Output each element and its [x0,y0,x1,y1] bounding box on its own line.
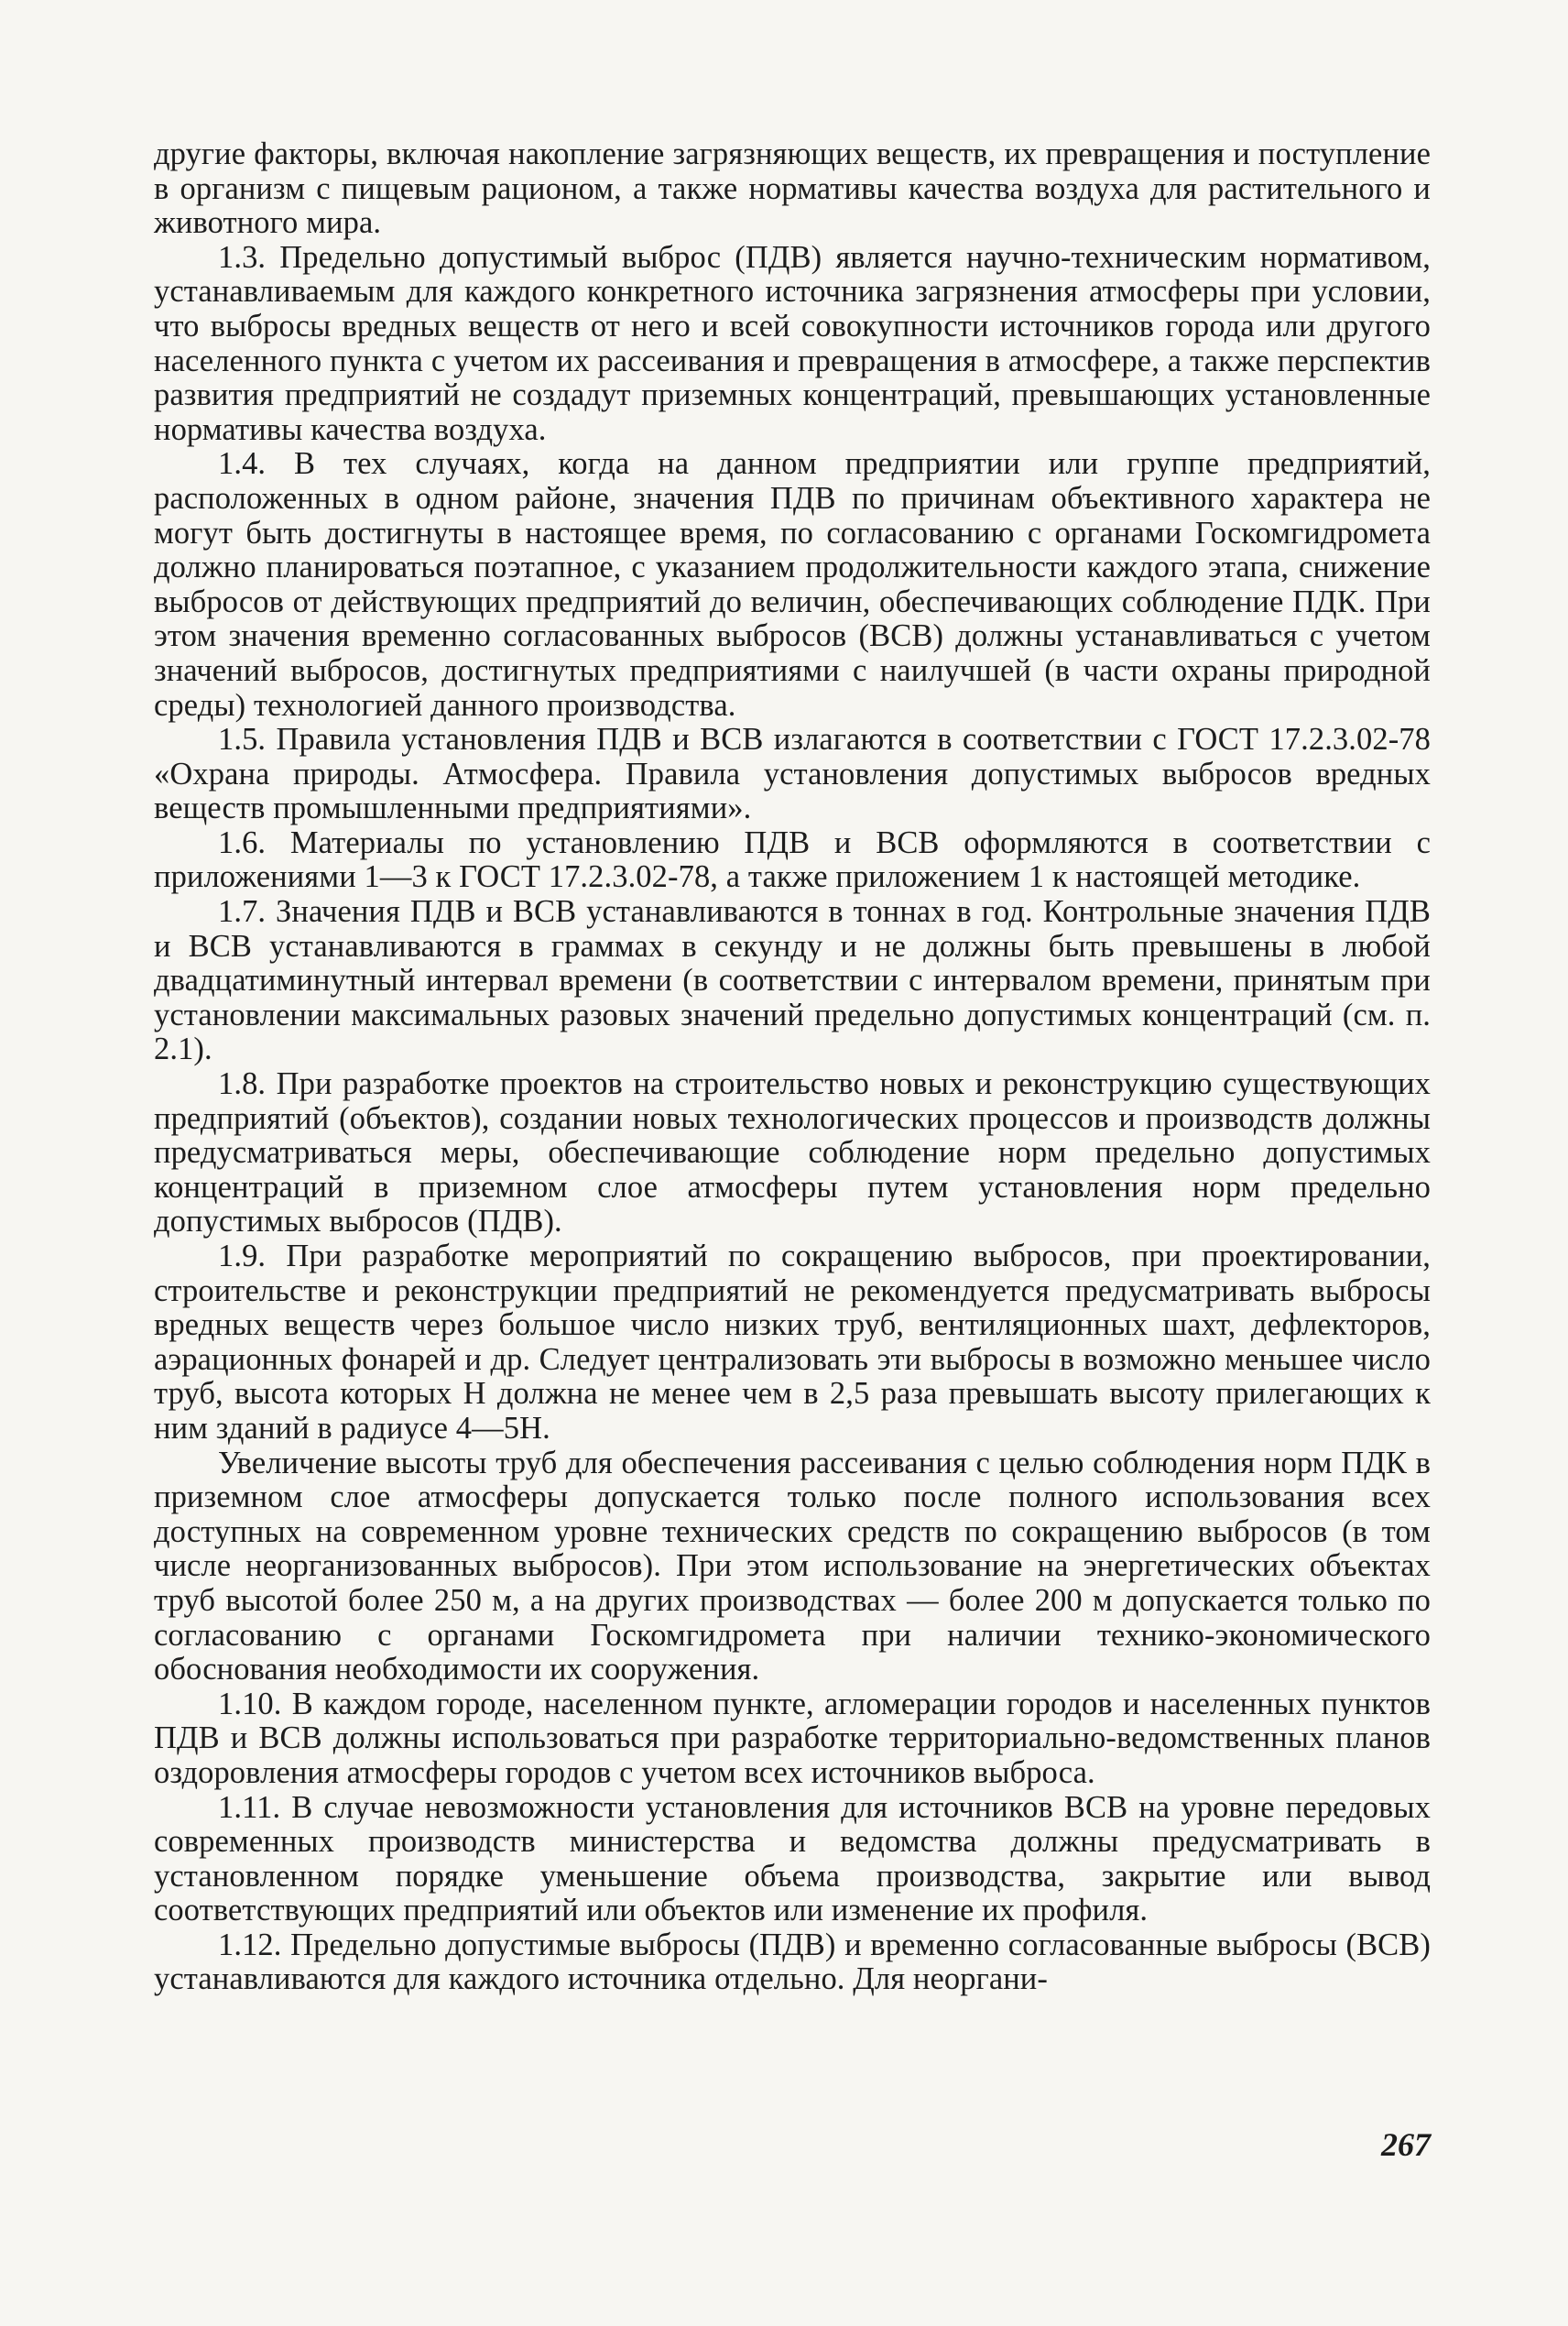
paragraph-1-3: 1.3. Предельно допустимый выброс (ПДВ) является научно-техническим нормативом, устанавливаемым для каждого конкретного источника загрязнения атмосферы при условии, что выбросы вредных веществ от него и всей совокупности источников города или другого населенного пункта с учетом их рассеивания и превращения в атмосфере, а также перспектив развития предприятий не создадут приземных концентраций, превышающих установленные нормативы качества воздуха. [154,239,1431,447]
paragraph-1-9: 1.9. При разработке мероприятий по сокращению выбросов, при проектировании, строительстве и реконструкции предприятий не рекомендуется предусматривать выбросы вредных веществ через большое число низких труб, вентиляционных шахт, дефлекторов, аэрационных фонарей и др. Следует централизовать эти выбросы в возможно меньшее число труб, высота которых Н должна не менее чем в 2,5 раза превышать высоту прилегающих к ним зданий в радиусе 4—5Н. [154,1239,1431,1446]
paragraph-1-4: 1.4. В тех случаях, когда на данном предприятии или группе предприятий, расположенных в одном районе, значения ПДВ по причинам объективного характера не могут быть достигнуты в настоящее время, по согласованию с органами Госкомгидромета должно планироваться поэтапное, с указанием продолжительности каждого этапа, снижение выбросов от действующих предприятий до величин, обеспечивающих соблюдение ПДК. При этом значения временно согласованных выбросов (ВСВ) должны устанавливаться с учетом значений выбросов, достигнутых предприятиями с наилучшей (в части охраны природной среды) технологией данного производства. [154,446,1431,723]
paragraph-1-5: 1.5. Правила установления ПДВ и ВСВ излагаются в соответствии с ГОСТ 17.2.3.02-78 «Охрана природы. Атмосфера. Правила установления допустимых выбросов вредных веществ промышленными предприятиями». [154,722,1431,826]
paragraph-1-10: 1.10. В каждом городе, населенном пункте, агломерации городов и населенных пунктов ПДВ и ВСВ должны использоваться при разработке территориально-ведомственных планов оздоровления атмосферы городов с учетом всех источников выброса. [154,1686,1431,1790]
paragraph-1-12: 1.12. Предельно допустимые выбросы (ПДВ) и временно согласованные выбросы (ВСВ) устанавливаются для каждого источника отдельно. Для неоргани- [154,1927,1431,1997]
paragraph-1-9-continued: Увеличение высоты труб для обеспечения рассеивания с целью соблюдения норм ПДК в приземном слое атмосферы допускается только после полного использования всех доступных на современном уровне технических средств по сокращению выбросов (в том числе неорганизованных выбросов). При этом использование на энергетических объектах труб высотой более 250 м, а на других производствах — более 200 м допускается только по согласованию с органами Госкомгидромета при наличии технико-экономического обоснования необходимости их сооружения. [154,1445,1431,1687]
paragraph-1-11: 1.11. В случае невозможности установления для источников ВСВ на уровне передовых современных производств министерства и ведомства должны предусматривать в установленном порядке уменьшение объема производства, закрытие или вывод соответствующих предприятий или объектов или изменение их профиля. [154,1789,1431,1928]
paragraph-1-6: 1.6. Материалы по установлению ПДВ и ВСВ оформляются в соответствии с приложениями 1—3 к ГОСТ 17.2.3.02-78, а также приложением 1 к настоящей методике. [154,824,1431,895]
page-number: 267 [1381,2126,1431,2163]
document-body [154,137,1431,1997]
paragraph-1-7: 1.7. Значения ПДВ и ВСВ устанавливаются в тоннах в год. Контрольные значения ПДВ и ВСВ устанавливаются в граммах в секунду и не должны быть превышены в любой двадцатиминутный интервал времени (в соответствии с интервалом времени, принятым при установлении максимальных разовых значений предельно допустимых концентраций (см. п. 2.1). [154,894,1431,1067]
paragraph-intro-continuation: другие факторы, включая накопление загрязняющих веществ, их превращения и поступление в организм с пищевым рационом, а также нормативы качества воздуха для растительного и животного мира. [154,137,1431,241]
paragraph-1-8: 1.8. При разработке проектов на строительство новых и реконструкцию существующих предприятий (объектов), создании новых технологических процессов и производств должны предусматриваться меры, обеспечивающие соблюдение норм предельно допустимых концентраций в приземном слое атмосферы путем установления норм предельно допустимых выбросов (ПДВ). [154,1066,1431,1239]
